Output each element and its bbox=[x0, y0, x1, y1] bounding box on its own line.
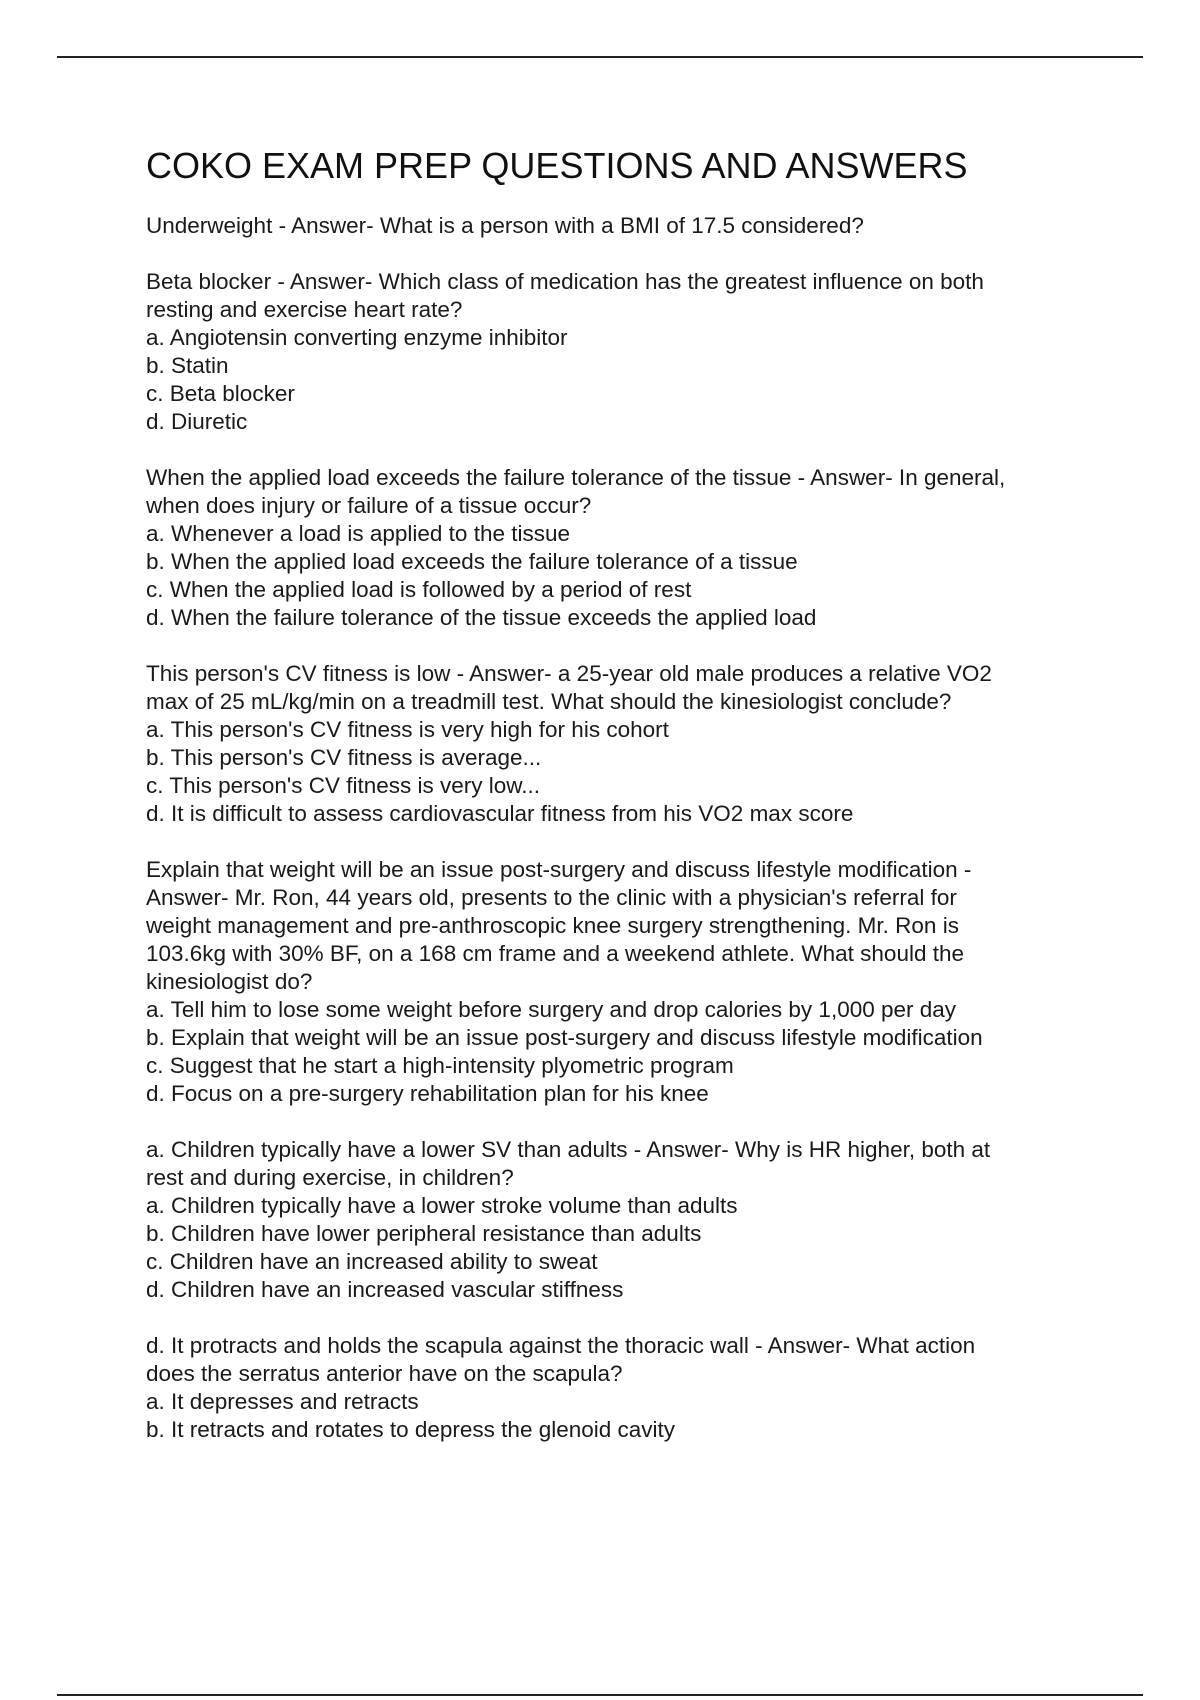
qa-line: kinesiologist do? bbox=[146, 969, 313, 994]
qa-line: Explain that weight will be an issue post-surgery and discuss lifestyle modification - bbox=[146, 857, 972, 882]
qa-option: c. Children have an increased ability to sweat bbox=[146, 1249, 598, 1274]
qa-option: a. This person's CV fitness is very high for his cohort bbox=[146, 717, 669, 742]
qa-option: d. It is difficult to assess cardiovascular fitness from his VO2 max score bbox=[146, 801, 854, 826]
qa-item-2 bbox=[146, 268, 1086, 436]
qa-option: a. Whenever a load is applied to the tissue bbox=[146, 521, 571, 546]
qa-line: d. It protracts and holds the scapula against the thoracic wall - Answer- What action bbox=[146, 1333, 976, 1358]
qa-line: This person's CV fitness is low - Answer- a 25-year old male produces a relative VO2 bbox=[146, 661, 992, 686]
qa-option: d. When the failure tolerance of the tissue exceeds the applied load bbox=[146, 605, 817, 630]
qa-line: rest and during exercise, in children? bbox=[146, 1165, 514, 1190]
qa-item-6 bbox=[146, 1136, 1086, 1304]
qa-option: b. This person's CV fitness is average... bbox=[146, 745, 542, 770]
qa-line: Answer- Mr. Ron, 44 years old, presents to the clinic with a physician's referral for bbox=[146, 885, 957, 910]
qa-item-4 bbox=[146, 660, 1086, 828]
qa-option: b. When the applied load exceeds the failure tolerance of a tissue bbox=[146, 549, 798, 574]
qa-option: d. Children have an increased vascular stiffness bbox=[146, 1277, 624, 1302]
qa-line: When the applied load exceeds the failure tolerance of the tissue - Answer- In general, bbox=[146, 465, 1006, 490]
qa-option: a. Children typically have a lower stroke volume than adults bbox=[146, 1193, 738, 1218]
qa-option: b. It retracts and rotates to depress the glenoid cavity bbox=[146, 1417, 676, 1442]
qa-line: Beta blocker - Answer- Which class of medication has the greatest influence on both bbox=[146, 269, 984, 294]
qa-option: a. It depresses and retracts bbox=[146, 1389, 419, 1414]
qa-option: c. When the applied load is followed by a period of rest bbox=[146, 577, 692, 602]
qa-item-5 bbox=[146, 856, 1086, 1108]
top-rule bbox=[57, 56, 1143, 58]
qa-option: a. Angiotensin converting enzyme inhibitor bbox=[146, 325, 568, 350]
qa-option: d. Focus on a pre-surgery rehabilitation plan for his knee bbox=[146, 1081, 709, 1106]
qa-line: weight management and pre-anthroscopic knee surgery strengthening. Mr. Ron is bbox=[146, 913, 959, 938]
qa-option: b. Children have lower peripheral resistance than adults bbox=[146, 1221, 702, 1246]
qa-option: b. Explain that weight will be an issue post-surgery and discuss lifestyle modification bbox=[146, 1025, 983, 1050]
qa-item-1 bbox=[146, 212, 1086, 240]
qa-line: max of 25 mL/kg/min on a treadmill test. What should the kinesiologist conclude? bbox=[146, 689, 952, 714]
qa-line: a. Children typically have a lower SV than adults - Answer- Why is HR higher, both at bbox=[146, 1137, 991, 1162]
qa-item-7 bbox=[146, 1332, 1086, 1444]
document-title: COKO EXAM PREP QUESTIONS AND ANSWERS bbox=[146, 145, 968, 186]
qa-line: resting and exercise heart rate? bbox=[146, 297, 463, 322]
qa-line: 103.6kg with 30% BF, on a 168 cm frame and a weekend athlete. What should the bbox=[146, 941, 964, 966]
qa-line: Underweight - Answer- What is a person with a BMI of 17.5 considered? bbox=[146, 213, 864, 238]
qa-line: does the serratus anterior have on the scapula? bbox=[146, 1361, 623, 1386]
qa-option: a. Tell him to lose some weight before surgery and drop calories by 1,000 per day bbox=[146, 997, 957, 1022]
qa-option: c. This person's CV fitness is very low... bbox=[146, 773, 541, 798]
qa-option: d. Diuretic bbox=[146, 409, 248, 434]
qa-line: when does injury or failure of a tissue occur? bbox=[146, 493, 592, 518]
qa-option: c. Suggest that he start a high-intensity plyometric program bbox=[146, 1053, 734, 1078]
qa-option: c. Beta blocker bbox=[146, 381, 295, 406]
qa-option: b. Statin bbox=[146, 353, 229, 378]
document-body bbox=[146, 142, 1086, 1472]
bottom-rule bbox=[57, 1694, 1143, 1696]
qa-item-3 bbox=[146, 464, 1086, 632]
